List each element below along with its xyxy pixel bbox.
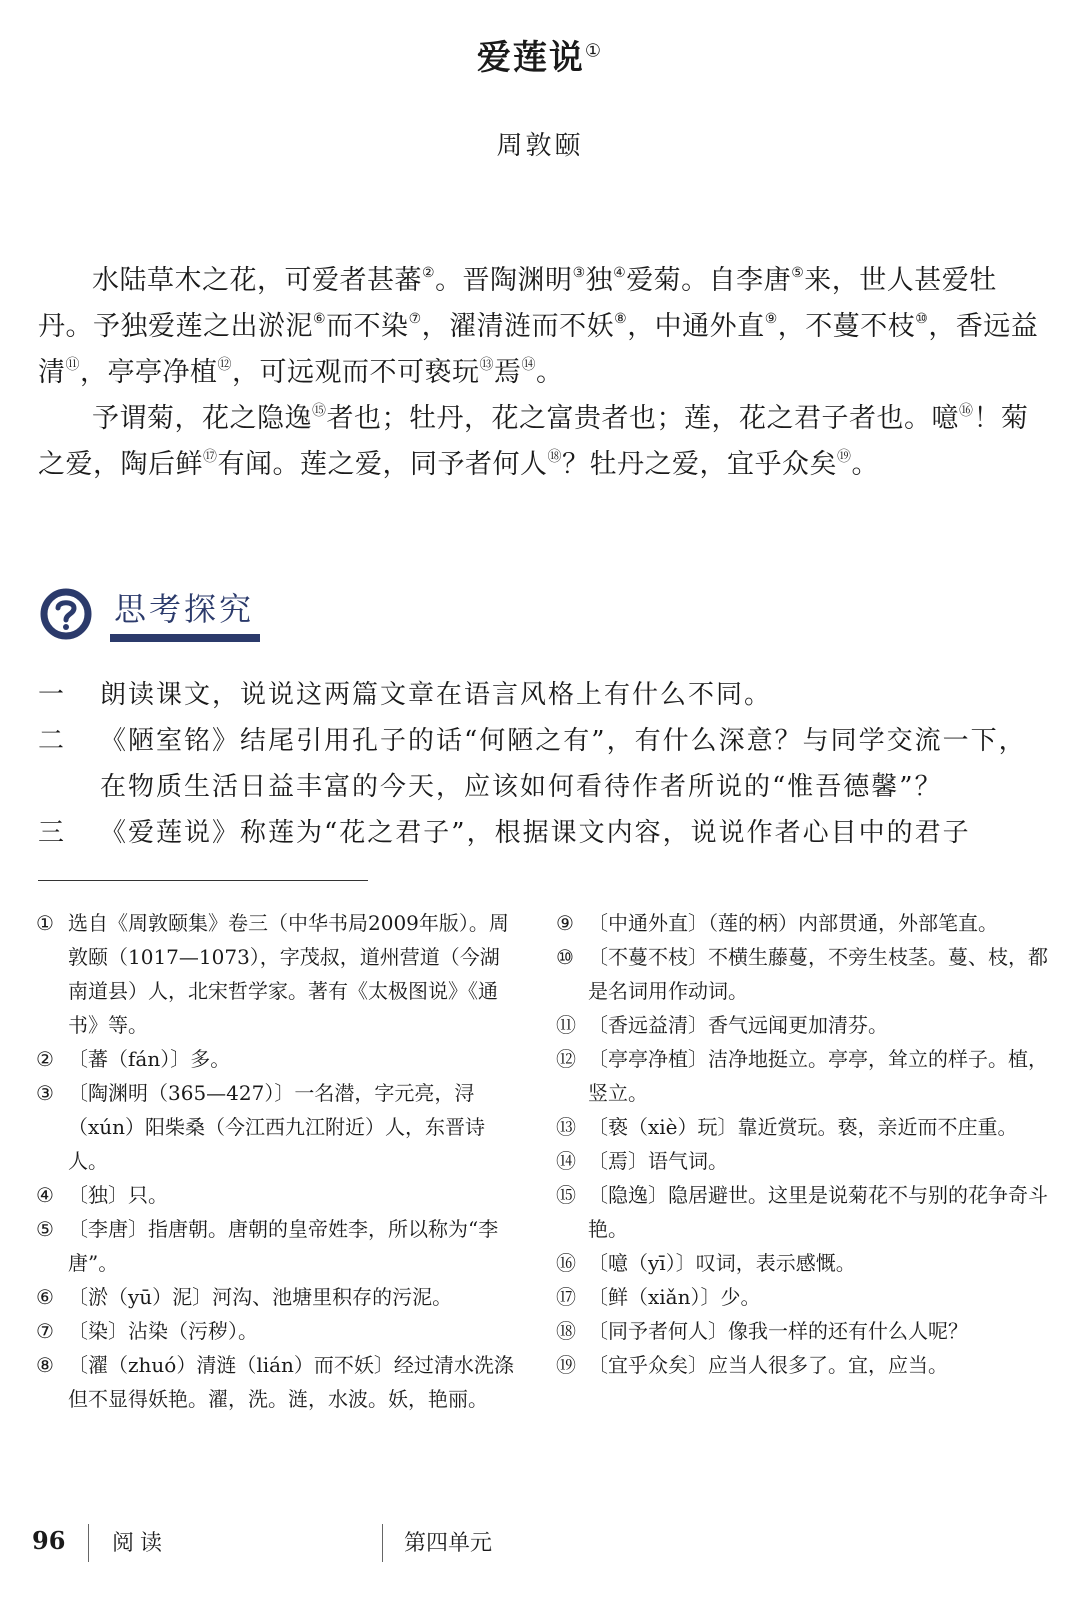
footnote-ref: ⑱ bbox=[547, 449, 562, 465]
section-header bbox=[36, 582, 296, 652]
footnote-ref: ③ bbox=[572, 265, 586, 281]
question-line: 在物质生活日益丰富的今天，应该如何看待作者所说的“惟吾德馨”？ bbox=[100, 772, 943, 802]
footnote-text: 〔蕃（fán）〕多。 bbox=[68, 1047, 231, 1071]
footnote-text: 〔染〕沾染（污秽）。 bbox=[68, 1319, 258, 1343]
question-number: 二 bbox=[38, 726, 67, 756]
footnote-marker: ⑯ bbox=[556, 1251, 576, 1275]
question-number: 一 bbox=[38, 680, 67, 710]
footnote bbox=[556, 1144, 1056, 1178]
body-paragraph bbox=[38, 258, 1048, 396]
footnote-marker: ⑨ bbox=[556, 911, 574, 935]
footnote-marker: ⑲ bbox=[556, 1353, 576, 1377]
body-text-segment: 有闻。莲之爱，同予者何人 bbox=[217, 449, 548, 480]
footnote bbox=[556, 906, 1056, 940]
footnote-text: 〔独〕只。 bbox=[68, 1183, 168, 1207]
body-text-segment: ，香远益清 bbox=[38, 311, 1039, 388]
footnotes-left bbox=[36, 906, 516, 1416]
section-title: 思考探究 bbox=[114, 590, 255, 628]
footnote bbox=[36, 1178, 516, 1212]
footnote-marker: ⑪ bbox=[556, 1013, 576, 1037]
footnote-text: 〔亵（xiè）玩〕靠近赏玩。亵，亲近而不庄重。 bbox=[588, 1115, 1018, 1139]
title-note-mark: ① bbox=[584, 40, 604, 62]
footnote-marker: ③ bbox=[36, 1081, 54, 1105]
body-text-segment: 焉 bbox=[494, 357, 522, 388]
body-text-segment: 水陆草木之花，可爱者甚蕃 bbox=[92, 265, 422, 296]
footnote-marker: ⑬ bbox=[556, 1115, 576, 1139]
footnote-marker: ⑦ bbox=[36, 1319, 54, 1343]
footnote-ref: ⑧ bbox=[614, 311, 628, 327]
author: 周敦颐 bbox=[496, 131, 584, 161]
footnote-text: 〔陶渊明（365—427）〕一名潜，字元亮，浔（xún）阳柴桑（今江西九江附近）人，东晋诗人。 bbox=[68, 1081, 486, 1173]
footnote-ref: ⑫ bbox=[217, 357, 232, 373]
footnote-text: 〔李唐〕指唐朝。唐朝的皇帝姓李，所以称为“李唐”。 bbox=[68, 1217, 499, 1275]
footnote bbox=[556, 1314, 1056, 1348]
footnote bbox=[556, 1042, 1056, 1110]
footnote-marker: ⑰ bbox=[556, 1285, 576, 1309]
body-text-segment: ！菊之爱，陶后鲜 bbox=[38, 403, 1029, 480]
footnote-text: 〔宜乎众矣〕应当人很多了。宜，应当。 bbox=[588, 1353, 948, 1377]
footnote bbox=[556, 1246, 1056, 1280]
question-line: 《爱莲说》称莲为“花之君子”，根据课文内容，说说作者心目中的君子 bbox=[100, 818, 971, 848]
body-text-segment: ，不蔓不枝 bbox=[777, 311, 916, 342]
body-text-segment: ，中通外直 bbox=[627, 311, 765, 342]
footnote-ref: ⑯ bbox=[959, 403, 974, 419]
footnote bbox=[36, 1348, 516, 1416]
footnote-text: 〔香远益清〕香气远闻更加清芬。 bbox=[588, 1013, 888, 1037]
footnote-ref: ⑰ bbox=[203, 449, 218, 465]
footnote-marker: ① bbox=[36, 911, 54, 935]
question-line: 朗读课文，说说这两篇文章在语言风格上有什么不同。 bbox=[100, 680, 773, 710]
footer-section: 阅读 bbox=[112, 1531, 169, 1556]
body-text-segment: 。 bbox=[851, 449, 879, 480]
body-text-segment: ，濯清涟而不妖 bbox=[421, 311, 615, 342]
footnote-ref: ⑬ bbox=[479, 357, 494, 373]
body-text-segment: 。晋陶渊明 bbox=[435, 265, 573, 296]
page-title: 爱莲说① bbox=[476, 38, 604, 78]
footnote-text: 〔隐逸〕隐居避世。这里是说菊花不与别的花争奇斗艳。 bbox=[588, 1183, 1048, 1241]
footnote bbox=[36, 1042, 516, 1076]
footnote-marker: ⑥ bbox=[36, 1285, 54, 1309]
page-footer bbox=[0, 1520, 1080, 1570]
footnote-text: 〔不蔓不枝〕不横生藤蔓，不旁生枝茎。蔓、枝，都是名词用作动词。 bbox=[588, 945, 1048, 1003]
question-item bbox=[38, 672, 1048, 718]
footnote bbox=[36, 1076, 516, 1178]
body-text-segment: ，亭亭净植 bbox=[80, 357, 218, 388]
footnote-marker: ④ bbox=[36, 1183, 54, 1207]
footnote-marker: ⑭ bbox=[556, 1149, 576, 1173]
footer-divider bbox=[88, 1524, 89, 1562]
footnote bbox=[556, 1280, 1056, 1314]
footnote-ref: ⑭ bbox=[521, 357, 536, 373]
footnote-marker: ⑧ bbox=[36, 1353, 54, 1377]
footnotes-right bbox=[556, 906, 1056, 1382]
footnote-text: 〔中通外直〕（莲的柄）内部贯通，外部笔直。 bbox=[588, 911, 998, 935]
question-text bbox=[100, 810, 1048, 856]
section-underline bbox=[110, 634, 260, 642]
footnote-marker: ⑩ bbox=[556, 945, 574, 969]
footnote bbox=[36, 906, 516, 1042]
footnote-marker: ⑫ bbox=[556, 1047, 576, 1071]
body-text bbox=[38, 258, 1048, 488]
question-text bbox=[100, 672, 1048, 718]
body-text-segment: 来，世人甚爱牡丹。予独爱莲之出淤泥 bbox=[38, 265, 997, 342]
footnote-marker: ② bbox=[36, 1047, 54, 1071]
title-block bbox=[0, 30, 1080, 79]
footnote-ref: ⑩ bbox=[915, 311, 929, 327]
footnote-marker: ⑮ bbox=[556, 1183, 576, 1207]
body-text-segment: 而不染 bbox=[326, 311, 409, 342]
footnote-divider bbox=[38, 880, 368, 881]
footnote bbox=[36, 1212, 516, 1280]
footnote bbox=[36, 1314, 516, 1348]
footnote bbox=[556, 940, 1056, 1008]
body-text-segment: 爱菊。自李唐 bbox=[626, 265, 792, 296]
footnote-ref: ⑨ bbox=[764, 311, 778, 327]
footnote-text: 〔亭亭净植〕洁净地挺立。亭亭，耸立的样子。植，竖立。 bbox=[588, 1047, 1048, 1105]
footnote-text: 〔焉〕语气词。 bbox=[588, 1149, 728, 1173]
body-text-segment: ？牡丹之爱，宜乎众矣 bbox=[562, 449, 837, 480]
question-item bbox=[38, 718, 1048, 810]
footnote bbox=[36, 1280, 516, 1314]
page-number: 96 bbox=[32, 1526, 66, 1555]
footnote-marker: ⑤ bbox=[36, 1217, 54, 1241]
footnote-text: 〔噫（yī）〕叹词，表示感慨。 bbox=[588, 1251, 856, 1275]
footnote-ref: ⑲ bbox=[837, 449, 852, 465]
footer-divider bbox=[382, 1524, 383, 1562]
footnote-ref: ⑤ bbox=[791, 265, 805, 281]
footnote bbox=[556, 1178, 1056, 1246]
footnote-text: 〔淤（yū）泥〕河沟、池塘里积存的污泥。 bbox=[68, 1285, 453, 1309]
footnote bbox=[556, 1110, 1056, 1144]
body-text-segment: ，可远观而不可亵玩 bbox=[232, 357, 480, 388]
footnote-text: 选自《周敦颐集》卷三（中华书局2009年版）。周敦颐（1017—1073），字茂叔，道州营道（今湖南道县）人，北宋哲学家。著有《太极图说》《通书》等。 bbox=[68, 911, 509, 1037]
question-mark-icon bbox=[40, 588, 92, 640]
footnote-text: 〔鲜（xiǎn）〕少。 bbox=[588, 1285, 761, 1309]
body-text-segment: 独 bbox=[585, 265, 614, 296]
question-line: 《陋室铭》结尾引用孔子的话“何陋之有”，有什么深意？与同学交流一下， bbox=[100, 726, 1027, 756]
footnote-ref: ⑮ bbox=[312, 403, 327, 419]
footer-unit: 第四单元 bbox=[404, 1531, 493, 1556]
footnote-text: 〔濯（zhuó）清涟（lián）而不妖〕经过清水洗涤但不显得妖艳。濯，洗。涟，水波。妖，艳丽。 bbox=[68, 1353, 514, 1411]
question-number: 三 bbox=[38, 818, 67, 848]
footnote-ref: ② bbox=[422, 265, 436, 281]
question-text bbox=[100, 718, 1048, 810]
footnote-ref: ⑦ bbox=[408, 311, 422, 327]
question-list bbox=[38, 672, 1048, 856]
footnote bbox=[556, 1008, 1056, 1042]
body-text-segment: 者也；牡丹，花之富贵者也；莲，花之君子者也。噫 bbox=[326, 403, 959, 434]
footnote-ref: ④ bbox=[613, 265, 627, 281]
footnote bbox=[556, 1348, 1056, 1382]
footnote-ref: ⑥ bbox=[313, 311, 327, 327]
footnote-text: 〔同予者何人〕像我一样的还有什么人呢？ bbox=[588, 1319, 968, 1343]
body-paragraph bbox=[38, 396, 1048, 488]
body-text-segment: 予谓菊，花之隐逸 bbox=[92, 403, 312, 434]
question-item bbox=[38, 810, 1048, 856]
footnote-marker: ⑱ bbox=[556, 1319, 576, 1343]
footnote-ref: ⑪ bbox=[65, 357, 80, 373]
body-text-segment: 。 bbox=[536, 357, 564, 388]
